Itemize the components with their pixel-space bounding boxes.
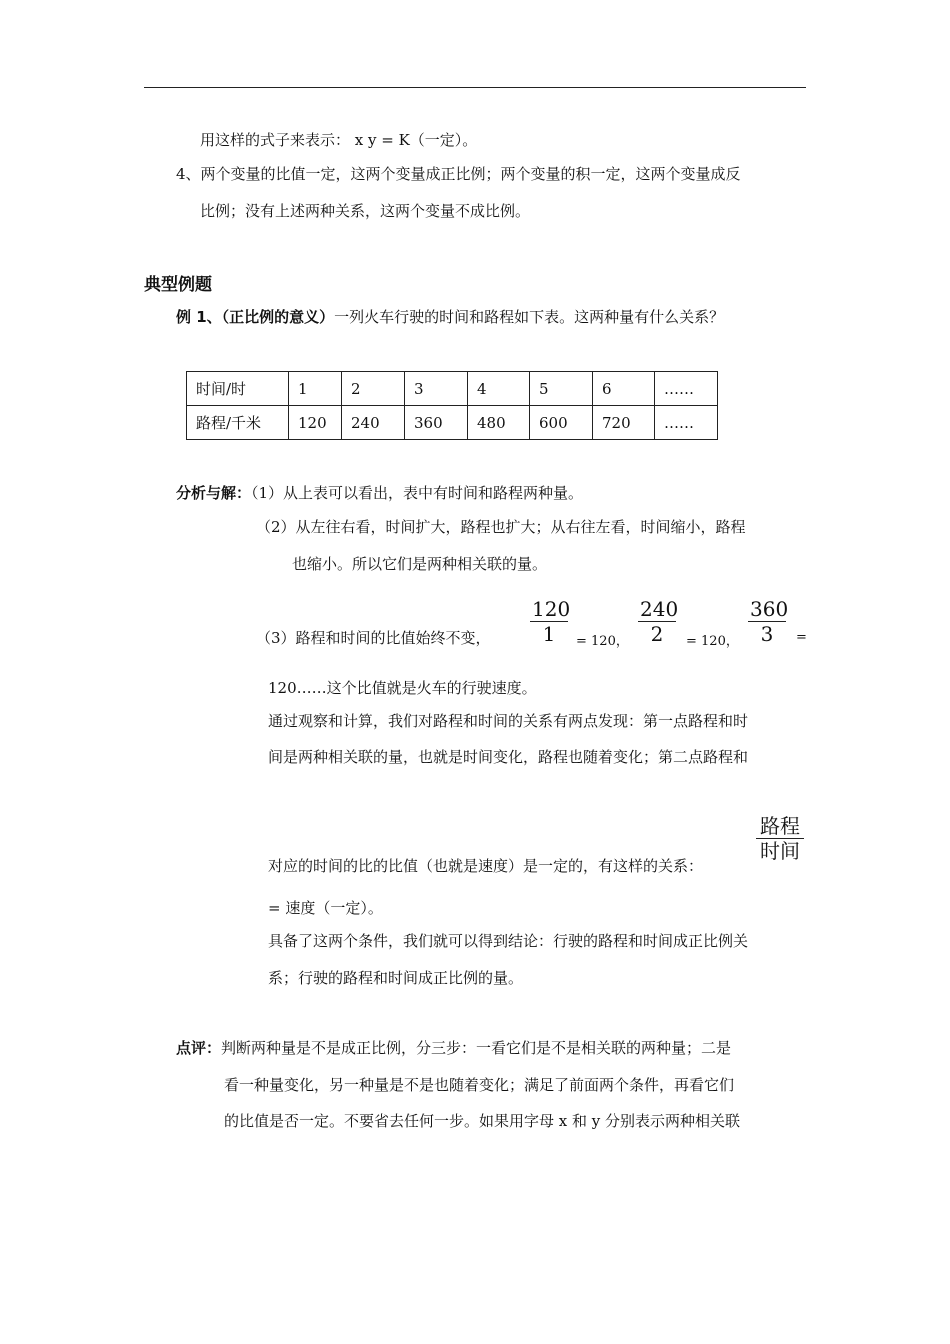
section-title: 典型例题 xyxy=(144,275,212,295)
table-cell: 480 xyxy=(468,406,530,440)
fraction-360-over-3 xyxy=(748,597,789,646)
item4-line2: 比例；没有上述两种关系，这两个变量不成比例。 xyxy=(200,202,531,220)
fraction-denominator: 3 xyxy=(760,622,774,646)
analysis-step3-text: （3）路程和时间的比值始终不变， xyxy=(256,629,491,647)
fraction-120-over-1 xyxy=(530,597,571,646)
comment-line1 xyxy=(176,1037,731,1058)
comment-label: 点评： xyxy=(176,1039,222,1057)
conclusion-line2: 系；行驶的路程和时间成正比例的量。 xyxy=(268,969,524,987)
table-cell: …… xyxy=(655,372,718,406)
item4-line1: 4、两个变量的比值一定，这两个变量成正比例；两个变量的积一定，这两个变量成反 xyxy=(176,165,741,183)
formula-line: 用这样的式子来表示： x y = K（一定）。 xyxy=(200,131,478,149)
relation-result: = 速度（一定）。 xyxy=(268,899,383,917)
table-cell: 1 xyxy=(289,372,342,406)
table-cell: 3 xyxy=(405,372,468,406)
fraction-denominator: 时间 xyxy=(760,839,800,863)
table-cell: 120 xyxy=(289,406,342,440)
table-cell: 时间/时 xyxy=(187,372,289,406)
observation-line1: 通过观察和计算，我们对路程和时间的关系有两点发现：第一点路程和时 xyxy=(268,712,749,730)
table-cell: 路程/千米 xyxy=(187,406,289,440)
example-label: 例 1、（正比例的意义） xyxy=(176,308,335,326)
example-question: 一列火车行驶的时间和路程如下表。这两种量有什么关系？ xyxy=(334,308,725,326)
analysis-step1-text: （1）从上表可以看出，表中有时间和路程两种量。 xyxy=(251,484,584,502)
fraction-240-over-2 xyxy=(638,597,679,646)
table-cell: 2 xyxy=(342,372,405,406)
table-cell: 240 xyxy=(342,406,405,440)
table-cell: …… xyxy=(655,406,718,440)
observation-line2: 间是两种相关联的量，也就是时间变化，路程也随着变化；第二点路程和 xyxy=(268,748,749,766)
table-cell: 6 xyxy=(593,372,655,406)
fraction-equals: = 120， xyxy=(686,634,739,649)
table-row xyxy=(187,406,718,440)
analysis-step3-cont: 120……这个比值就是火车的行驶速度。 xyxy=(268,679,537,697)
observation-line3: 对应的时间的比的比值（也就是速度）是一定的，有这样的关系： xyxy=(268,857,704,875)
header-rule xyxy=(144,87,806,88)
table-row xyxy=(187,372,718,406)
comment-line3: 的比值是否一定。不要省去任何一步。如果用字母 x 和 y 分别表示两种相关联 xyxy=(224,1112,741,1130)
fraction-numerator: 路程 xyxy=(760,814,800,838)
comment-line2: 看一种量变化，另一种量是不是也随着变化；满足了前面两个条件，再看它们 xyxy=(224,1076,735,1094)
fraction-denominator: 1 xyxy=(542,622,556,646)
table-cell: 5 xyxy=(530,372,593,406)
fraction-numerator: 240 xyxy=(640,597,679,621)
fraction-equals: = 120， xyxy=(576,634,629,649)
fraction-numerator: 360 xyxy=(750,597,789,621)
table-cell: 720 xyxy=(593,406,655,440)
analysis-step2-line1: （2）从左往右看，时间扩大，路程也扩大；从右往左看，时间缩小，路程 xyxy=(256,518,746,536)
table-cell: 4 xyxy=(468,372,530,406)
analysis-step1 xyxy=(176,482,583,503)
analysis-label: 分析与解： xyxy=(176,484,252,502)
conclusion-line1: 具备了这两个条件，我们就可以得到结论：行驶的路程和时间成正比例关 xyxy=(268,932,749,950)
analysis-step2-line2: 也缩小。所以它们是两种相关联的量。 xyxy=(292,555,548,573)
data-table xyxy=(186,371,718,440)
table-cell: 360 xyxy=(405,406,468,440)
fraction-numerator: 120 xyxy=(532,597,571,621)
relation-fraction xyxy=(756,815,804,862)
table-cell: 600 xyxy=(530,406,593,440)
fraction-equals: = xyxy=(796,630,807,645)
example-heading xyxy=(176,306,724,327)
fraction-denominator: 2 xyxy=(650,622,664,646)
comment-text: 判断两种量是不是成正比例，分三步：一看它们是不是相关联的两种量；二是 xyxy=(221,1039,732,1057)
